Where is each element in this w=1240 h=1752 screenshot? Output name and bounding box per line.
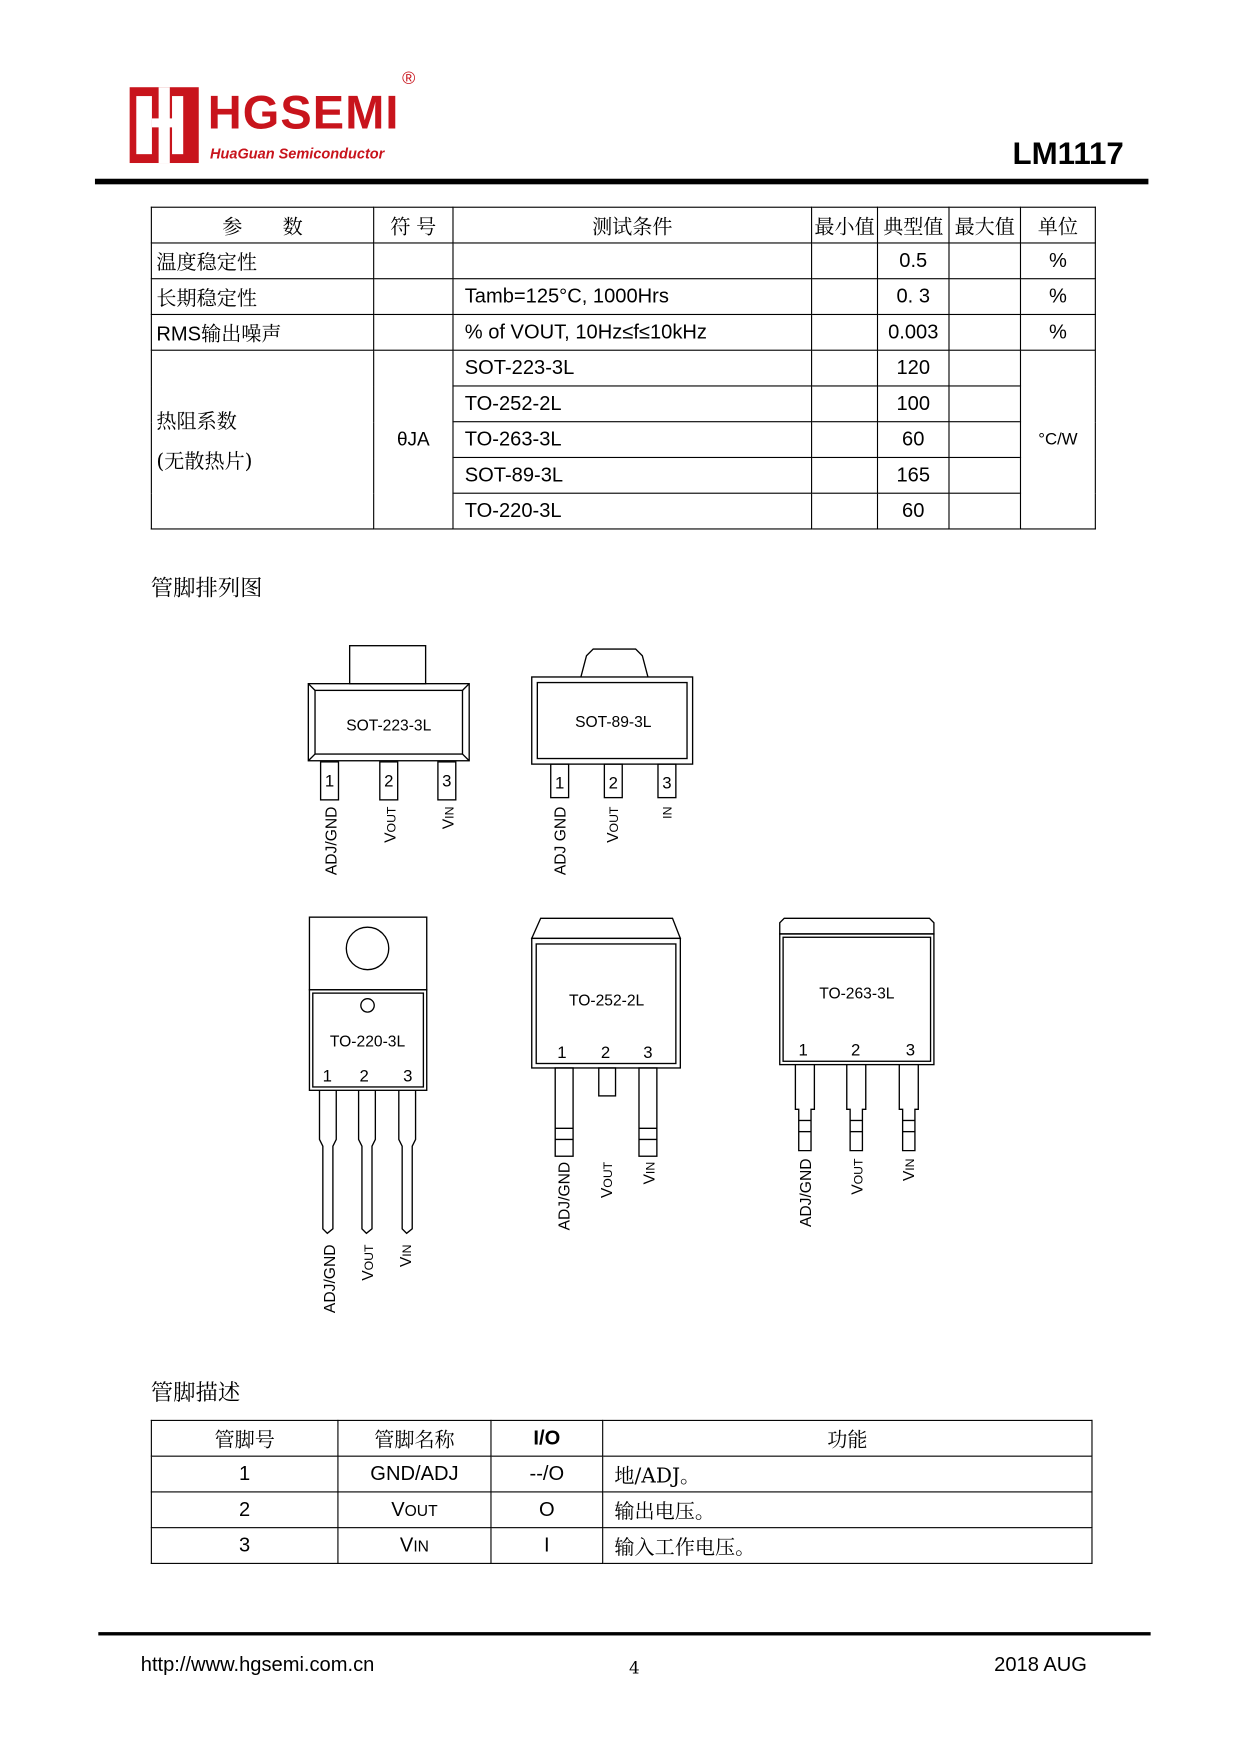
registered-mark: ®: [402, 69, 416, 89]
package-name: TO-252-2L: [568, 992, 645, 1010]
pin-number: 2: [600, 1042, 611, 1062]
typ-cell: 100: [877, 386, 948, 422]
pin-number: 2: [384, 771, 394, 791]
pin-number: 2: [359, 1066, 369, 1086]
pin-number: 1: [324, 771, 335, 791]
cond-cell: SOT-223-3L: [453, 350, 812, 386]
pin-label: VOUT: [849, 1158, 867, 1195]
table-row: [151, 1492, 1092, 1528]
pin-label: ADJ/GND: [323, 806, 341, 876]
function-cell: 地/ADJ。: [603, 1456, 1092, 1492]
to252-package: [532, 918, 681, 1230]
pin-label: ADJ GND: [552, 806, 570, 876]
typ-cell: 60: [877, 493, 948, 529]
package-name: SOT-223-3L: [346, 717, 432, 735]
function-cell: 输入工作电压。: [603, 1528, 1092, 1564]
brand-tagline: HuaGuan Semiconductor: [210, 145, 385, 162]
cond-cell: TO-220-3L: [453, 493, 812, 529]
io-cell: O: [491, 1492, 603, 1528]
unit-cell: %: [1020, 279, 1095, 315]
param-cell: 温度稳定性: [151, 243, 373, 279]
to263-package: [780, 918, 934, 1227]
pin-name-main: V: [391, 1498, 405, 1521]
pin-number: 3: [442, 771, 452, 791]
pin-label: ADJ/GND: [556, 1161, 574, 1231]
header-cell: 最大值: [949, 207, 1020, 243]
header-cell: 管脚名称: [338, 1420, 491, 1456]
pin-label: IN: [660, 806, 675, 819]
pin-label: VOUT: [599, 1161, 617, 1199]
pin-number: 1: [322, 1066, 332, 1086]
pin-label: VIN: [440, 806, 458, 830]
function-cell: 输出电压。: [603, 1492, 1092, 1528]
typ-cell: 0.003: [877, 314, 948, 350]
pin-name-cell: [338, 1528, 491, 1564]
thermal-param-line1: 热阻系数: [156, 409, 237, 433]
header-cell: 测试条件: [453, 207, 812, 243]
pin-number: 2: [608, 773, 618, 793]
param-cell: 长期稳定性: [151, 279, 373, 315]
footer-divider: [98, 1632, 1150, 1635]
package-name: TO-263-3L: [819, 985, 895, 1003]
header-cell: 单位: [1020, 207, 1095, 243]
pinout-section-title: 管脚排列图: [150, 576, 263, 602]
pin-number-cell: 3: [151, 1528, 338, 1564]
pin-label: VOUT: [360, 1244, 378, 1281]
table-row: [151, 1528, 1092, 1564]
pin-label: VIN: [641, 1161, 659, 1185]
typ-cell: 60: [877, 422, 948, 458]
sot223-package: [308, 646, 469, 875]
table-header-row: [151, 1420, 1092, 1456]
cond-cell: % of VOUT, 10Hz≤f≤10kHz: [453, 314, 812, 350]
pin-label: VIN: [398, 1244, 416, 1268]
header-cell: 管脚号: [151, 1420, 338, 1456]
pin-label: ADJ/GND: [322, 1244, 340, 1314]
pin-label: ADJ/GND: [798, 1158, 816, 1228]
thermal-unit-cell: °C/W: [1020, 350, 1095, 529]
pin-desc-section-title: 管脚描述: [150, 1380, 241, 1406]
thermal-symbol-cell: θJA: [374, 350, 453, 529]
pin-number: 1: [798, 1040, 808, 1060]
pin-number: 3: [643, 1042, 653, 1062]
pin-name-main: V: [399, 1533, 414, 1557]
typ-cell: 0.5: [877, 243, 948, 279]
header-cell: 符 号: [374, 207, 453, 243]
cond-cell: Tamb=125°C, 1000Hrs: [453, 279, 812, 315]
pin-label: VOUT: [604, 806, 622, 843]
io-cell: I: [491, 1528, 603, 1564]
pin-number: 3: [662, 773, 672, 793]
thermal-param-line2: (无散热片): [156, 449, 253, 474]
header-cell: 功能: [603, 1420, 1092, 1456]
header-cell: I/O: [491, 1420, 603, 1456]
package-name: TO-220-3L: [329, 1033, 406, 1051]
to220-package: [309, 917, 426, 1313]
header-cell: 典型值: [877, 207, 948, 243]
param-cell: RMS输出噪声: [151, 314, 373, 350]
pin-name-cell: [338, 1492, 491, 1528]
pin-number-cell: 2: [151, 1492, 338, 1528]
pin-number: 3: [403, 1066, 413, 1086]
pin-number: 3: [905, 1040, 916, 1060]
pin-name-sub: IN: [413, 1537, 429, 1556]
pin-number-cell: 1: [151, 1456, 338, 1492]
model-number: LM1117: [1012, 136, 1124, 171]
io-cell: --/O: [491, 1456, 603, 1492]
pin-name-sub: OUT: [404, 1501, 438, 1520]
cond-cell: TO-263-3L: [453, 422, 812, 458]
typ-cell: 0. 3: [877, 279, 948, 315]
pin-number: 2: [851, 1040, 861, 1060]
pin-name-cell: GND/ADJ: [338, 1456, 491, 1492]
unit-cell: %: [1020, 314, 1095, 350]
cond-cell: SOT-89-3L: [453, 457, 812, 493]
package-name: SOT-89-3L: [575, 714, 652, 732]
footer-date: 2018 AUG: [994, 1653, 1087, 1676]
unit-cell: %: [1020, 243, 1095, 279]
typ-cell: 120: [877, 350, 948, 386]
table-row: [151, 1456, 1092, 1492]
pin-number: 1: [557, 1042, 567, 1062]
sot89-package: [532, 649, 693, 875]
header-cell: 最小值: [812, 207, 878, 243]
footer-url[interactable]: http://www.hgsemi.com.cn: [140, 1653, 375, 1676]
pin-number: 1: [555, 773, 565, 793]
pin-label: VOUT: [382, 806, 400, 843]
cond-cell: TO-252-2L: [453, 386, 812, 422]
pin-description-table: [151, 1420, 1093, 1564]
page-number: 4: [628, 1657, 640, 1678]
pin-label: VIN: [900, 1158, 918, 1182]
brand-name: HGSEMI: [207, 86, 400, 139]
header-cell: 参 数: [151, 207, 373, 243]
typ-cell: 165: [877, 457, 948, 493]
